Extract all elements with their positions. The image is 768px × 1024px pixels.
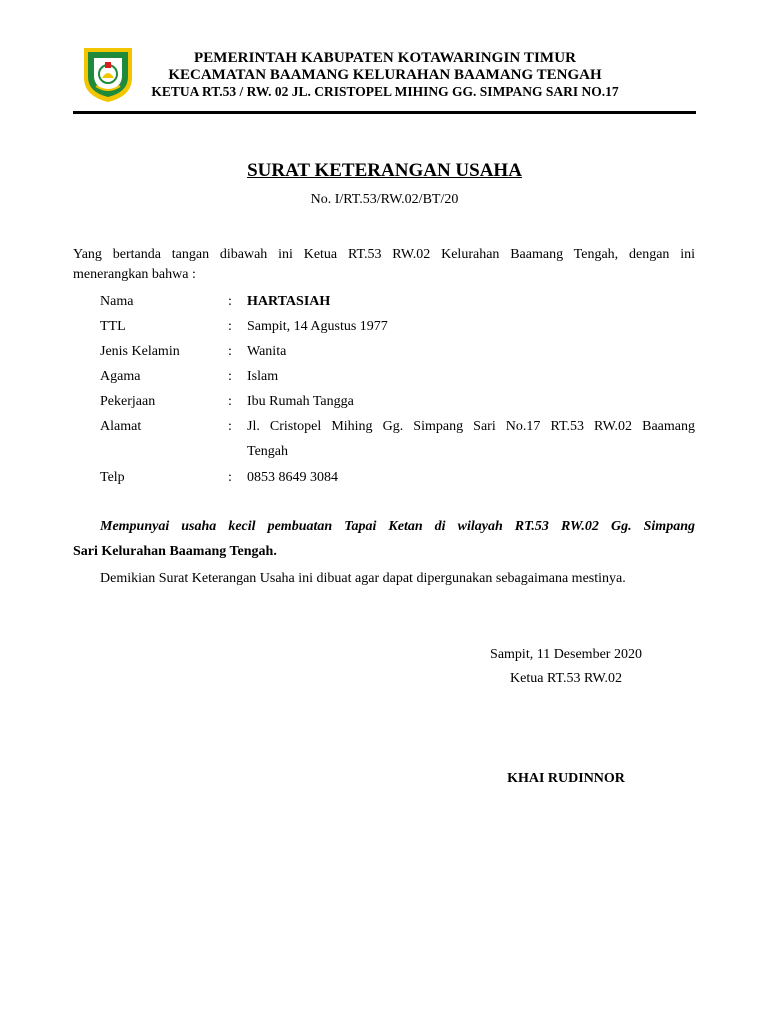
statement-line-2: Sari Kelurahan Baamang Tengah. xyxy=(73,544,277,559)
document-title: SURAT KETERANGAN USAHA xyxy=(247,160,522,181)
field-label: Agama xyxy=(100,369,141,384)
field-value: HARTASIAH xyxy=(247,294,331,309)
field-value: Wanita xyxy=(247,344,287,359)
signature-role: Ketua RT.53 RW.02 xyxy=(510,671,622,686)
field-separator: : xyxy=(228,470,232,485)
field-separator: : xyxy=(228,344,232,359)
field-value: 0853 8649 3084 xyxy=(247,470,338,485)
address-line-2: Tengah xyxy=(247,444,289,459)
letterhead-divider xyxy=(73,111,696,114)
field-label: Nama xyxy=(100,294,134,309)
intro-line-1: Yang bertanda tangan dibawah ini Ketua RT.53 RW.02 Kelurahan Baamang Tengah, dengan ini xyxy=(73,247,695,262)
intro-paragraph xyxy=(73,245,695,285)
letterhead-district-line: KECAMATAN BAAMANG KELURAHAN BAAMANG TENGAH xyxy=(168,67,602,83)
field-separator: : xyxy=(228,369,232,384)
field-label: Alamat xyxy=(100,419,142,434)
field-value: Ibu Rumah Tangga xyxy=(247,394,354,409)
field-label: TTL xyxy=(100,319,126,334)
intro-line-2: menerangkan bahwa : xyxy=(73,267,196,282)
field-value: Islam xyxy=(247,369,279,384)
field-value xyxy=(247,414,695,464)
document-number: No. I/RT.53/RW.02/BT/20 xyxy=(310,192,459,207)
signatory-name: KHAI RUDINNOR xyxy=(507,771,625,786)
statement-line-1: Mempunyai usaha kecil pembuatan Tapai Ketan di wilayah RT.53 RW.02 Gg. Simpang xyxy=(100,519,695,534)
letterhead-government-line: PEMERINTAH KABUPATEN KOTAWARINGIN TIMUR xyxy=(193,50,577,66)
regency-emblem-logo xyxy=(80,44,136,104)
field-separator: : xyxy=(228,319,232,334)
field-value: Sampit, 14 Agustus 1977 xyxy=(247,319,388,334)
field-label: Pekerjaan xyxy=(100,394,156,409)
closing-sentence: Demikian Surat Keterangan Usaha ini dibuat agar dapat dipergunakan sebagaimana mestinya. xyxy=(100,571,626,586)
field-label: Jenis Kelamin xyxy=(100,344,180,359)
field-label: Telp xyxy=(100,470,125,485)
field-separator: : xyxy=(228,419,232,434)
field-separator: : xyxy=(228,394,232,409)
signature-place-date: Sampit, 11 Desember 2020 xyxy=(490,647,642,662)
letterhead-address-line: KETUA RT.53 / RW. 02 JL. CRISTOPEL MIHING GG. SIMPANG SARI NO.17 xyxy=(151,84,619,99)
address-line-1: Jl. Cristopel Mihing Gg. Simpang Sari No.17 RT.53 RW.02 Baamang xyxy=(247,419,695,434)
business-statement xyxy=(73,514,695,564)
field-separator: : xyxy=(228,294,232,309)
